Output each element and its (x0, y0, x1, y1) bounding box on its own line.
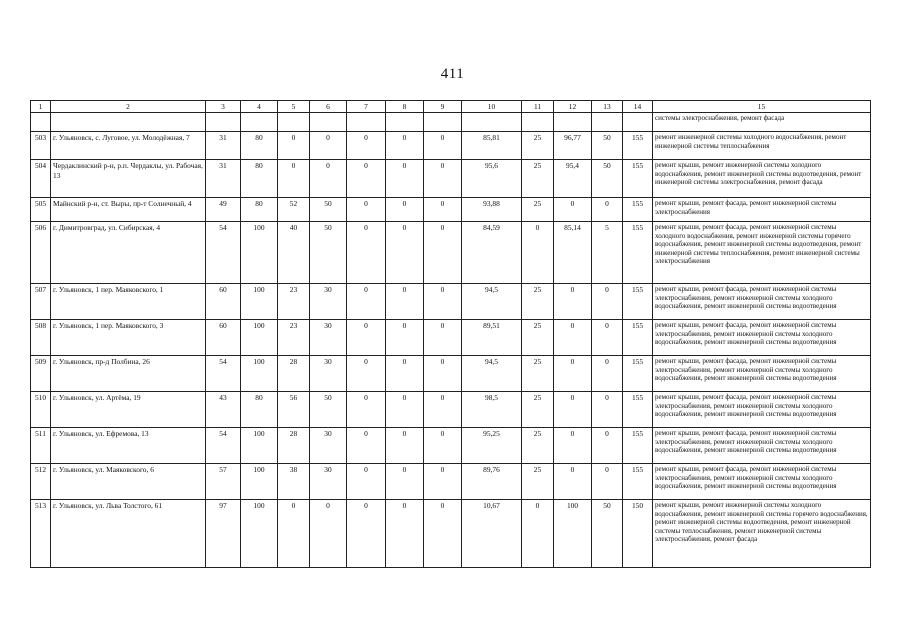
works-cell: ремонт крыши, ремонт фасада, ремонт инженерной системы холодного водоснабжения, ремонт инженерной системы горячего водоснабжения, ремонт инженерной системы водоотведения, ремонт инженерной системы теплоснабжения, ремонт инженерной системы электроснабжения (653, 222, 871, 284)
row-index-cell: 508 (31, 320, 51, 356)
column-number: 15 (653, 101, 871, 113)
table-cell: 100 (241, 320, 278, 356)
column-number: 14 (623, 101, 653, 113)
table-cell: 0 (554, 464, 592, 500)
table-cell: 100 (241, 222, 278, 284)
row-index-cell: 507 (31, 284, 51, 320)
table-cell: 0 (592, 198, 623, 222)
table-cell: 25 (522, 428, 554, 464)
table-cell: 97 (206, 500, 241, 568)
table-cell: 95,4 (554, 160, 592, 198)
works-cell: ремонт инженерной системы холодного водоснабжения, ремонт инженерной системы теплоснабжения (653, 132, 871, 160)
table-cell: 38 (278, 464, 310, 500)
table-cell: 50 (310, 222, 347, 284)
table-cell (310, 113, 347, 132)
table-row (31, 113, 871, 132)
table-cell: 0 (522, 222, 554, 284)
table-cell: 54 (206, 222, 241, 284)
table-cell: 98,5 (462, 392, 522, 428)
table-cell: 31 (206, 160, 241, 198)
table-cell: 0 (386, 132, 424, 160)
table-cell: 0 (424, 500, 462, 568)
table-cell: 84,59 (462, 222, 522, 284)
table-cell: 0 (310, 500, 347, 568)
works-cell: ремонт крыши, ремонт инженерной системы холодного водоснабжения, ремонт инженерной системы водоотведения, ремонт инженерной системы электроснабжения, ремонт фасада (653, 160, 871, 198)
table-cell: 0 (554, 284, 592, 320)
table-cell: 0 (554, 320, 592, 356)
table-cell: 0 (386, 428, 424, 464)
address-cell: г. Ульяновск, 1 пер. Маяковского, 1 (51, 284, 206, 320)
table-cell: 0 (386, 392, 424, 428)
table-cell: 0 (554, 356, 592, 392)
table-cell: 0 (347, 160, 386, 198)
table-cell: 0 (278, 160, 310, 198)
table-cell (592, 113, 623, 132)
table-cell: 150 (623, 500, 653, 568)
table-cell: 57 (206, 464, 241, 500)
address-cell: Чердаклинский р-н, р.п. Чердаклы, ул. Рабочая, 13 (51, 160, 206, 198)
column-number: 4 (241, 101, 278, 113)
column-number: 3 (206, 101, 241, 113)
table-cell: 0 (424, 428, 462, 464)
table-cell: 5 (592, 222, 623, 284)
table-cell (424, 113, 462, 132)
address-cell: г. Ульяновск, с. Луговое, ул. Молодёжная, 7 (51, 132, 206, 160)
address-cell (51, 113, 206, 132)
table-cell: 0 (386, 464, 424, 500)
table-cell: 23 (278, 284, 310, 320)
address-cell: г. Ульяновск, ул. Артёма, 19 (51, 392, 206, 428)
column-number: 6 (310, 101, 347, 113)
table-cell: 0 (386, 356, 424, 392)
table-cell: 80 (241, 160, 278, 198)
table-cell: 80 (241, 132, 278, 160)
table-cell: 100 (241, 356, 278, 392)
table-row (31, 320, 871, 356)
table-cell: 89,76 (462, 464, 522, 500)
table-cell: 25 (522, 392, 554, 428)
table-cell: 25 (522, 132, 554, 160)
row-index-cell: 512 (31, 464, 51, 500)
table-row (31, 464, 871, 500)
table-cell: 0 (522, 500, 554, 568)
works-cell: ремонт крыши, ремонт фасада, ремонт инженерной системы электроснабжения, ремонт инженерной системы холодного водоснабжения, ремонт инженерной системы водоотведения (653, 392, 871, 428)
table-cell: 0 (424, 320, 462, 356)
table-cell: 155 (623, 464, 653, 500)
table-cell: 93,88 (462, 198, 522, 222)
column-number-row (31, 101, 871, 113)
table-cell: 25 (522, 356, 554, 392)
table-cell: 0 (424, 356, 462, 392)
table-cell: 54 (206, 356, 241, 392)
table-cell: 80 (241, 198, 278, 222)
table-cell: 0 (386, 500, 424, 568)
table-cell: 155 (623, 428, 653, 464)
table-cell: 95,6 (462, 160, 522, 198)
table-cell: 28 (278, 428, 310, 464)
table-cell: 25 (522, 198, 554, 222)
table-cell: 25 (522, 320, 554, 356)
table-cell: 50 (592, 160, 623, 198)
table-cell: 94,5 (462, 356, 522, 392)
row-index-cell: 511 (31, 428, 51, 464)
table-cell: 0 (347, 320, 386, 356)
works-cell: ремонт крыши, ремонт инженерной системы холодного водоснабжения, ремонт инженерной системы горячего водоснабжения, ремонт инженерной системы водоотведения, ремонт инженерной системы теплоснабжения, ремонт инженерной системы электроснабжения, ремонт фасада (653, 500, 871, 568)
table-cell: 0 (424, 284, 462, 320)
works-cell: ремонт крыши, ремонт фасада, ремонт инженерной системы электроснабжения, ремонт инженерной системы холодного водоснабжения, ремонт инженерной системы водоотведения (653, 320, 871, 356)
column-number: 2 (51, 101, 206, 113)
table-cell: 40 (278, 222, 310, 284)
table-cell: 0 (347, 500, 386, 568)
table-cell: 89,51 (462, 320, 522, 356)
table-cell: 25 (522, 284, 554, 320)
table-cell: 96,77 (554, 132, 592, 160)
table-cell: 50 (310, 392, 347, 428)
column-number: 11 (522, 101, 554, 113)
table-cell: 50 (592, 132, 623, 160)
table-cell: 100 (554, 500, 592, 568)
table-cell: 25 (522, 464, 554, 500)
table-cell: 60 (206, 320, 241, 356)
table-row (31, 356, 871, 392)
works-cell: системы электроснабжения, ремонт фасада (653, 113, 871, 132)
table-cell: 0 (278, 132, 310, 160)
table-cell: 56 (278, 392, 310, 428)
table-cell: 0 (424, 160, 462, 198)
address-cell: г. Ульяновск, ул. Льва Толстого, 61 (51, 500, 206, 568)
row-index-cell: 513 (31, 500, 51, 568)
table-cell: 49 (206, 198, 241, 222)
table-cell: 0 (554, 198, 592, 222)
table-cell: 0 (310, 132, 347, 160)
row-index-cell: 503 (31, 132, 51, 160)
address-cell: г. Ульяновск, пр-д Полбина, 26 (51, 356, 206, 392)
table-cell: 0 (278, 500, 310, 568)
table-cell: 0 (347, 198, 386, 222)
table-cell: 0 (347, 464, 386, 500)
column-number: 13 (592, 101, 623, 113)
table-row (31, 222, 871, 284)
table-cell: 0 (347, 222, 386, 284)
table-cell: 25 (522, 160, 554, 198)
column-number: 10 (462, 101, 522, 113)
table-cell (241, 113, 278, 132)
table-cell: 85,81 (462, 132, 522, 160)
table-cell: 0 (554, 392, 592, 428)
address-cell: Майнский р-н, ст. Выры, пр-т Солнечный, 4 (51, 198, 206, 222)
table-cell: 94,5 (462, 284, 522, 320)
column-number: 9 (424, 101, 462, 113)
table-cell: 155 (623, 160, 653, 198)
works-cell: ремонт крыши, ремонт фасада, ремонт инженерной системы электроснабжения, ремонт инженерной системы холодного водоснабжения, ремонт инженерной системы водоотведения (653, 284, 871, 320)
row-index-cell: 505 (31, 198, 51, 222)
table-cell: 23 (278, 320, 310, 356)
table-cell: 155 (623, 222, 653, 284)
table-cell: 52 (278, 198, 310, 222)
table-cell: 60 (206, 284, 241, 320)
table-cell (462, 113, 522, 132)
table-cell: 0 (592, 356, 623, 392)
table-row (31, 198, 871, 222)
table-cell: 31 (206, 132, 241, 160)
table-cell: 100 (241, 500, 278, 568)
table-row (31, 160, 871, 198)
table-cell: 30 (310, 428, 347, 464)
address-cell: г. Ульяновск, ул. Ефремова, 13 (51, 428, 206, 464)
table-cell: 155 (623, 356, 653, 392)
table-cell: 10,67 (462, 500, 522, 568)
table-cell: 0 (347, 392, 386, 428)
table-cell: 0 (347, 284, 386, 320)
table-cell: 0 (347, 428, 386, 464)
table-cell (522, 113, 554, 132)
table-cell: 0 (592, 284, 623, 320)
table-cell: 0 (386, 222, 424, 284)
table-cell: 30 (310, 356, 347, 392)
column-number: 5 (278, 101, 310, 113)
table-cell: 0 (310, 160, 347, 198)
works-cell: ремонт крыши, ремонт фасада, ремонт инженерной системы электроснабжения, ремонт инженерной системы холодного водоснабжения, ремонт инженерной системы водоотведения (653, 428, 871, 464)
table-cell: 155 (623, 392, 653, 428)
page-number: 411 (440, 66, 465, 82)
table-cell: 50 (592, 500, 623, 568)
table-cell: 100 (241, 284, 278, 320)
table-cell: 0 (424, 222, 462, 284)
table-cell: 155 (623, 284, 653, 320)
table-cell: 0 (592, 320, 623, 356)
table-cell: 0 (347, 356, 386, 392)
table-cell: 0 (554, 428, 592, 464)
address-cell: г. Ульяновск, ул. Маяковского, 6 (51, 464, 206, 500)
table-cell: 100 (241, 464, 278, 500)
table-cell: 0 (592, 464, 623, 500)
table-cell: 100 (241, 428, 278, 464)
table-cell: 80 (241, 392, 278, 428)
table-cell: 30 (310, 320, 347, 356)
column-number: 1 (31, 101, 51, 113)
repair-program-table (30, 100, 871, 568)
table-cell (206, 113, 241, 132)
table-row (31, 132, 871, 160)
table-cell: 0 (424, 198, 462, 222)
works-cell: ремонт крыши, ремонт фасада, ремонт инженерной системы электроснабжения, ремонт инженерной системы холодного водоснабжения, ремонт инженерной системы водоотведения (653, 464, 871, 500)
column-number: 8 (386, 101, 424, 113)
row-index-cell (31, 113, 51, 132)
table-cell: 85,14 (554, 222, 592, 284)
table-cell: 0 (386, 198, 424, 222)
table-cell: 0 (424, 392, 462, 428)
table-cell: 0 (386, 284, 424, 320)
table-cell: 43 (206, 392, 241, 428)
table-cell: 30 (310, 284, 347, 320)
row-index-cell: 510 (31, 392, 51, 428)
table-cell (623, 113, 653, 132)
table-cell: 155 (623, 132, 653, 160)
works-cell: ремонт крыши, ремонт фасада, ремонт инженерной системы электроснабжения (653, 198, 871, 222)
table-cell (278, 113, 310, 132)
table-row (31, 284, 871, 320)
column-number: 12 (554, 101, 592, 113)
table-cell: 155 (623, 320, 653, 356)
table-row (31, 428, 871, 464)
table-row (31, 392, 871, 428)
table-cell: 0 (424, 464, 462, 500)
address-cell: г. Ульяновск, 1 пер. Маяковского, 3 (51, 320, 206, 356)
row-index-cell: 504 (31, 160, 51, 198)
table-cell: 0 (424, 132, 462, 160)
works-cell: ремонт крыши, ремонт фасада, ремонт инженерной системы электроснабжения, ремонт инженерной системы холодного водоснабжения, ремонт инженерной системы водоотведения (653, 356, 871, 392)
table-cell: 95,25 (462, 428, 522, 464)
table-cell (386, 113, 424, 132)
table-cell: 0 (386, 160, 424, 198)
table-cell: 155 (623, 198, 653, 222)
table-cell: 0 (592, 428, 623, 464)
table-cell: 0 (386, 320, 424, 356)
address-cell: г. Димитровград, ул. Сибирская, 4 (51, 222, 206, 284)
table-cell: 50 (310, 198, 347, 222)
table-cell: 0 (347, 132, 386, 160)
table-cell: 30 (310, 464, 347, 500)
table-cell (347, 113, 386, 132)
table-cell (554, 113, 592, 132)
row-index-cell: 506 (31, 222, 51, 284)
table-cell: 0 (592, 392, 623, 428)
column-number: 7 (347, 101, 386, 113)
table-row (31, 500, 871, 568)
row-index-cell: 509 (31, 356, 51, 392)
table-cell: 28 (278, 356, 310, 392)
table-cell: 54 (206, 428, 241, 464)
